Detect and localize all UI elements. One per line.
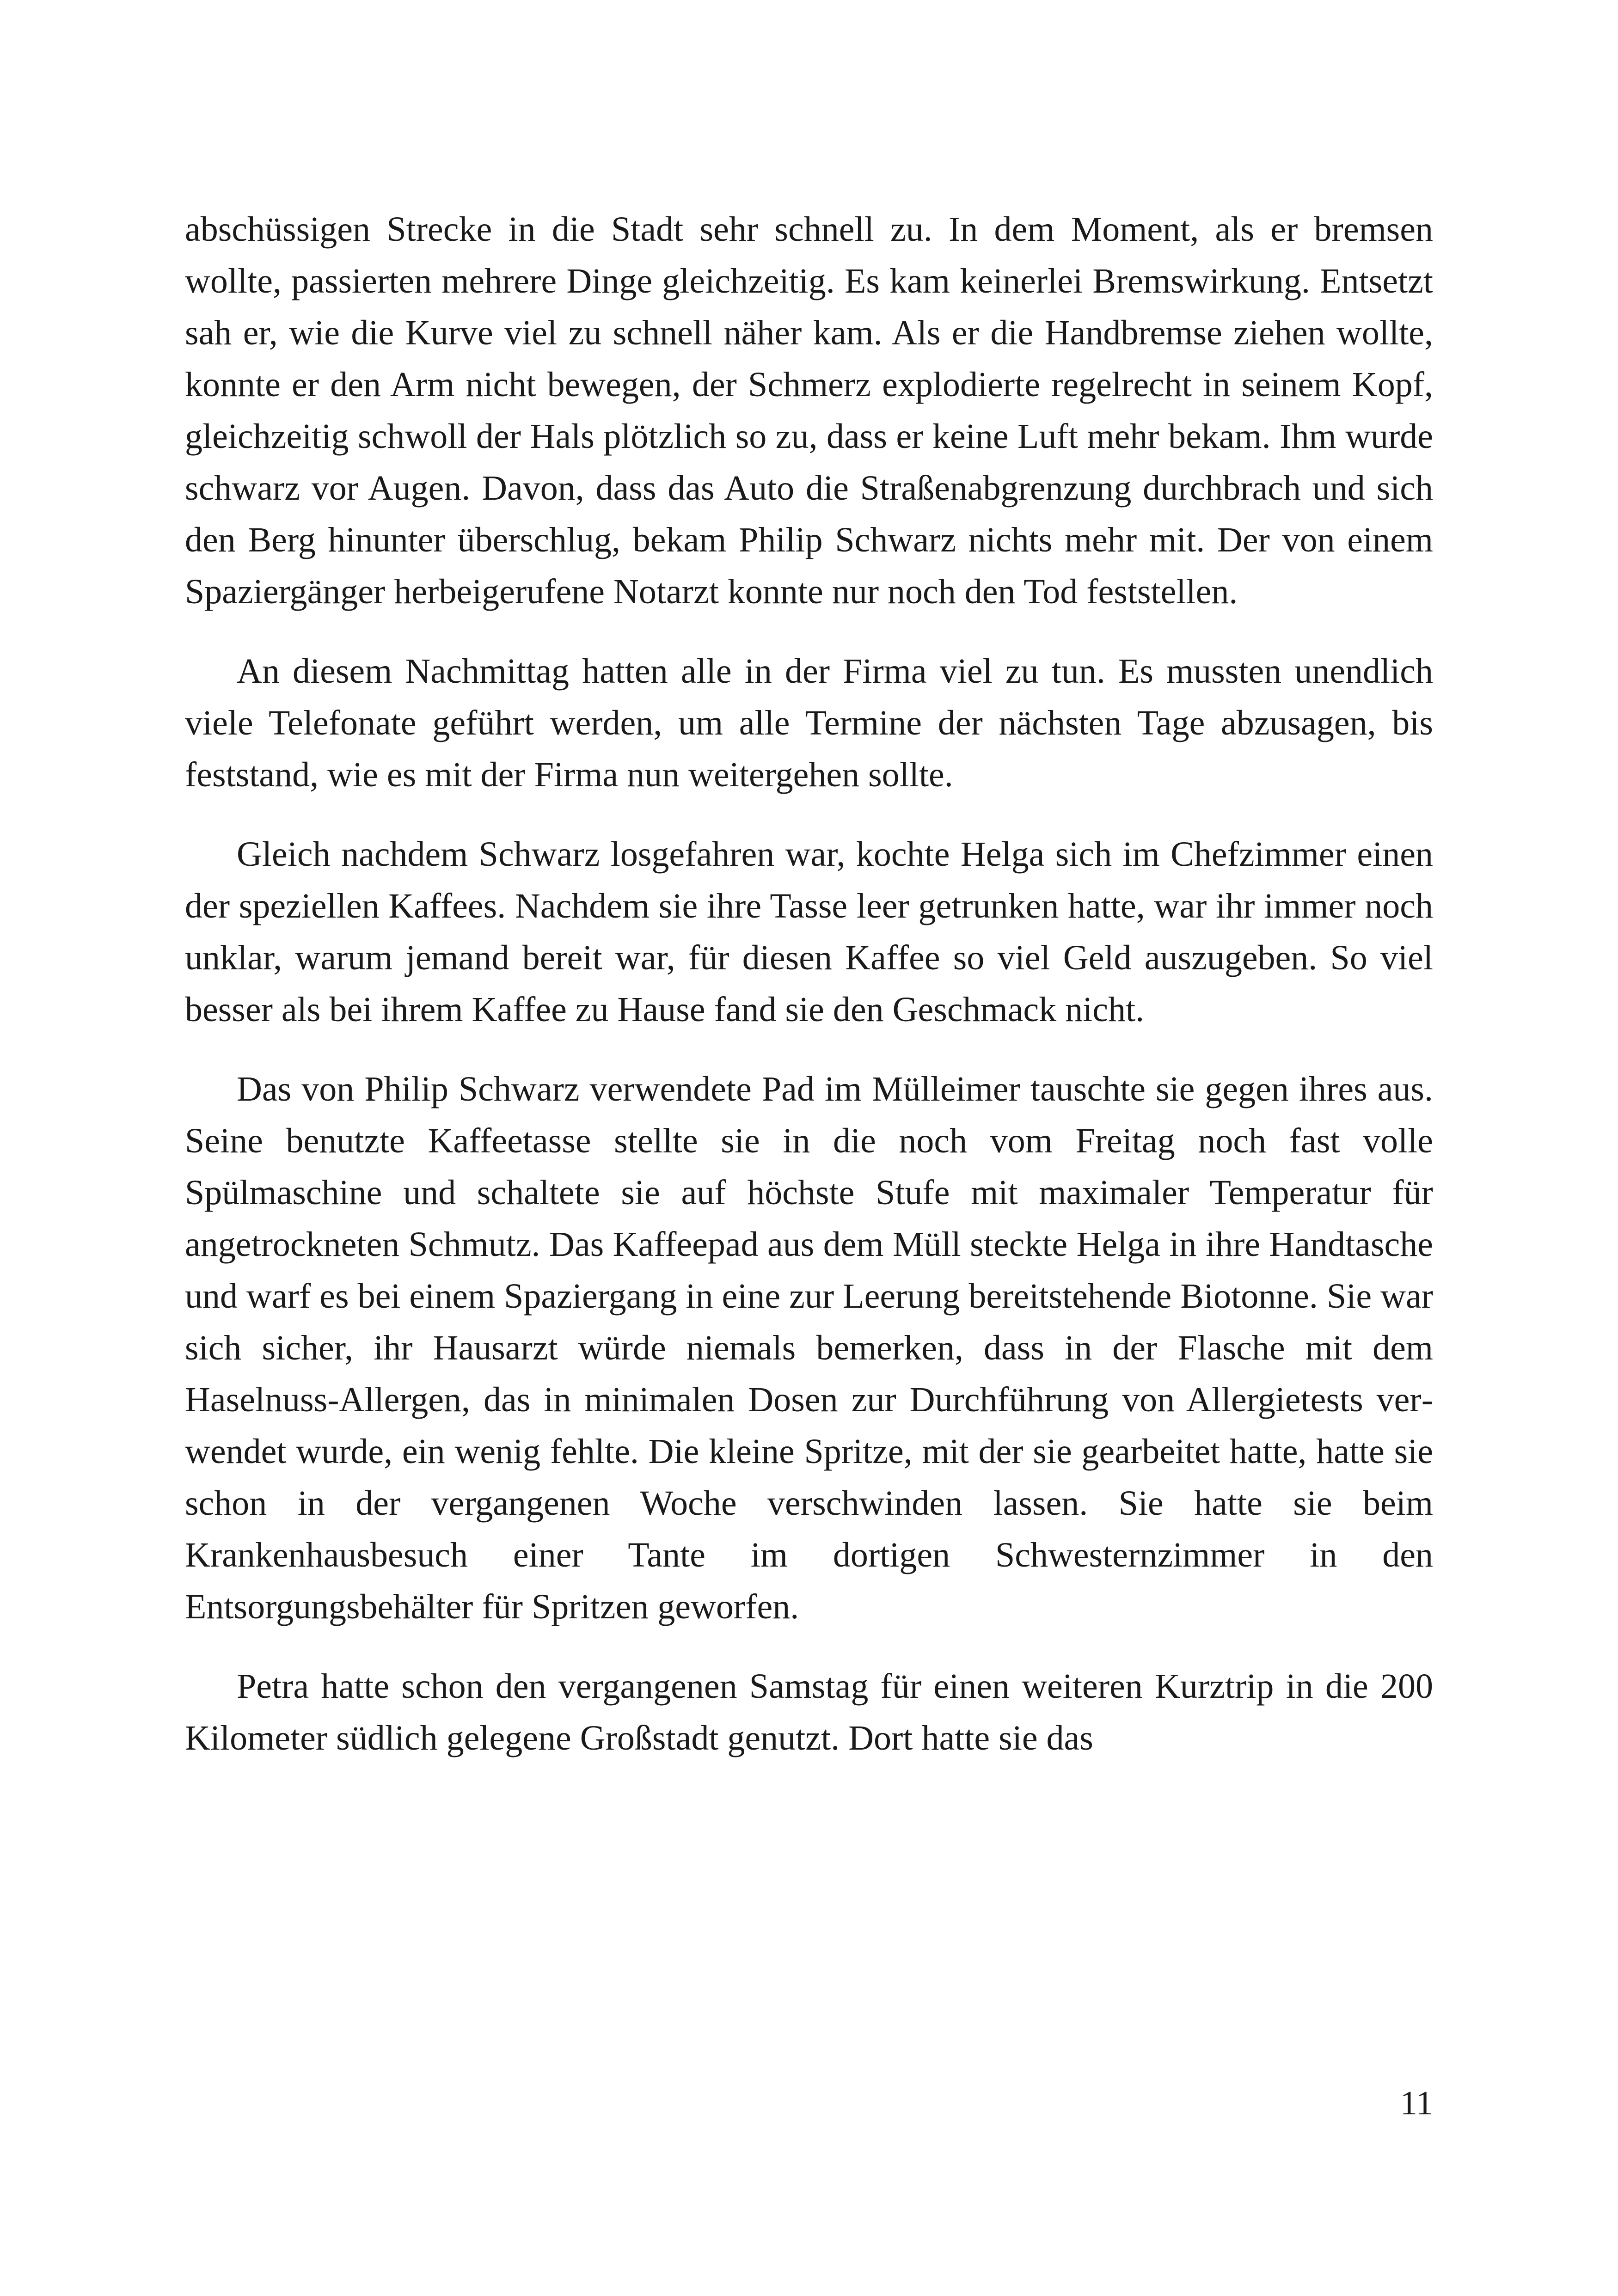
paragraph-5: Petra hatte schon den vergangenen Samstag für einen weiteren Kurztrip in die 200 Kilometer südlich gelegene Großstadt genutzt. Dort hatte sie das	[185, 1667, 1433, 1757]
paragraph-1: abschüssigen Strecke in die Stadt sehr schnell zu. In dem Moment, als er bremsen wollte, passierten mehrere Dinge gleichzeitig. Es kam keinerlei Bremswirkung. Entsetzt sah er, wie die Kurve viel zu schnell näher kam. Als er die Handbremse ziehen wollte, konnte er den Arm nicht bewegen, der Schmerz explodierte regelrecht in seinem Kopf, gleichzeitig schwoll der Hals plötzlich so zu, dass er keine Luft mehr bekam. Ihm wurde schwarz vor Augen. Davon, dass das Auto die Straßenabgrenzung durchbrach und sich den Berg hinunter überschlug, bekam Philip Schwarz nichts mehr mit. Der von einem Spaziergänger herbeigerufene Notarzt konnte nur noch den Tod feststellen.	[185, 210, 1433, 611]
paragraph-4: Das von Philip Schwarz verwendete Pad im Mülleimer tauschte sie gegen ihres aus. Seine benutzte Kaffeetasse stellte sie in die noch vom Freitag noch fast volle Spülmaschine und schaltete sie auf höchste Stufe mit maximaler Temperatur für angetrockneten Schmutz. Das Kaffeepad aus dem Müll steckte Helga in ihre Handtasche und warf es bei einem Spaziergang in eine zur Leerung bereitstehende Biotonne. Sie war sich sicher, ihr Hausarzt würde niemals bemerken, dass in der Flasche mit dem Haselnuss-Allergen, das in minimalen Dosen zur Durchführung von Allergietests verwendet wurde, ein wenig fehlte. Die kleine Spritze, mit der sie gearbeitet hatte, hatte sie schon in der vergangenen Woche verschwinden lassen. Sie hatte sie beim Krankenhausbesuch einer Tante im dortigen Schwesternzimmer in den Entsorgungsbehälter für Spritzen geworfen.	[185, 1070, 1433, 1626]
body-text	[185, 203, 1433, 1792]
paragraph-2: An diesem Nachmittag hatten alle in der Firma viel zu tun. Es mussten unendlich viele Telefonate geführt werden, um alle Termine der nächsten Tage abzusagen, bis feststand, wie es mit der Firma nun weitergehen sollte.	[185, 652, 1433, 794]
page-number: 11	[1400, 2084, 1433, 2122]
paragraph-3: Gleich nachdem Schwarz losgefahren war, kochte Helga sich im Chefzimmer einen der speziellen Kaffees. Nachdem sie ihre Tasse leer getrunken hatte, war ihr immer noch unklar, warum jemand bereit war, für diesen Kaffee so viel Geld auszugeben. So viel besser als bei ihrem Kaffee zu Hause fand sie den Geschmack nicht.	[185, 835, 1433, 1029]
